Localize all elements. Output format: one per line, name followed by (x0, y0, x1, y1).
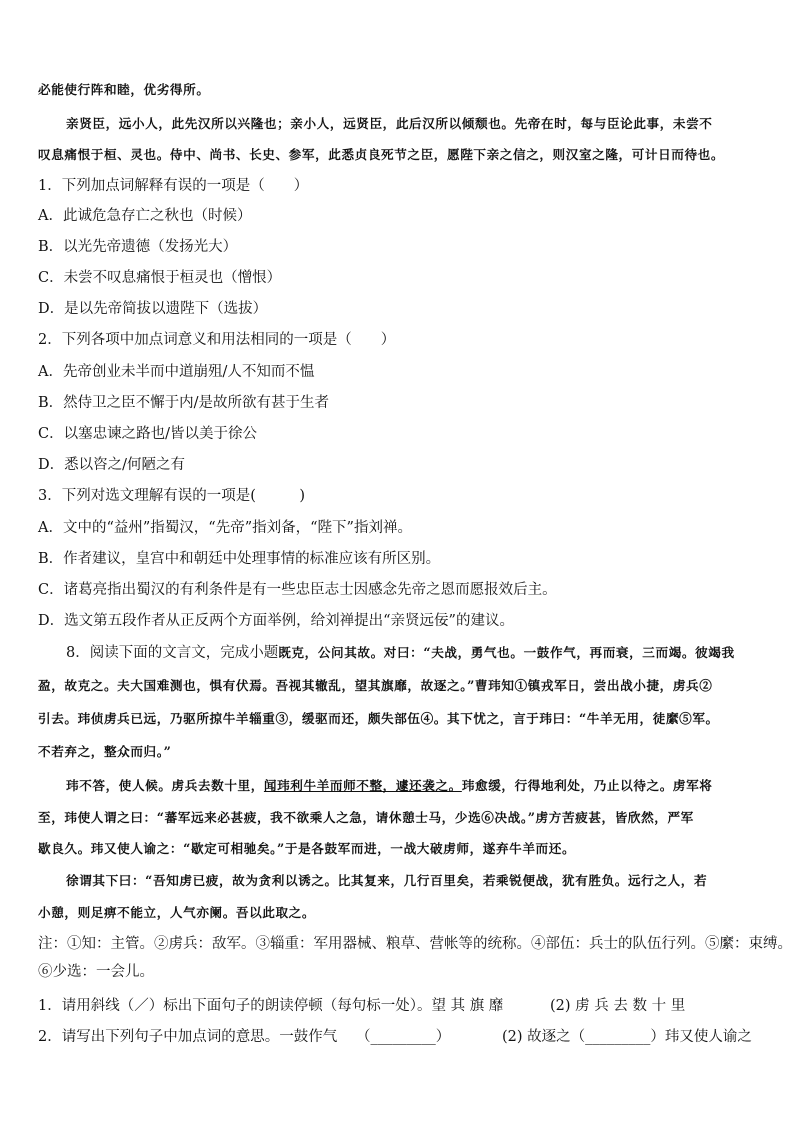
subquestion-1 (38, 996, 764, 1016)
q2-option-b: B．然侍卫之臣不懈于内/是故所欲有甚于生者 (38, 395, 330, 411)
passage2-line-4: 不若弃之，整众而归。” (38, 744, 172, 759)
passage2-line-2: 盈，故克之。夫大国难测也，惧有伏焉。吾视其辙乱，望其旗靡，故逐之。”曹玮知①镇戎军日，尝出战小捷，虏兵② (38, 678, 713, 693)
q2-option-d: D．悉以咨之/何陋之有 (38, 457, 186, 473)
q1-option-b: B．以光先帝遗德（发扬光大） (38, 239, 238, 255)
q3-option-d: D．选文第五段作者从正反两个方面举例，给刘禅提出“亲贤远佞”的建议。 (38, 613, 514, 629)
passage2-line-7: 歇良久。玮又使人谕之：“歇定可相驰矣。”于是各鼓军而进，一战大破虏师，遂弃牛羊而还。 (38, 841, 576, 856)
passage2-text: 既克，公问其故。对曰：“夫战，勇气也。一鼓作气，再而衰，三而竭。彼竭我 (278, 645, 735, 660)
subquestion-2-part-2: (2) 故逐之（_________）玮又使人谕之 (502, 1029, 752, 1045)
passage2-text: 玮不答，使人候。虏兵去数十里， (66, 778, 264, 793)
passage2-line-5 (66, 776, 764, 796)
notes-line-1: 注：①知：主管。②虏兵：敌军。③辎重：军用器械、粮草、营帐等的统称。④部伍：兵士的队伍行列。⑤縻：束缚。 (38, 936, 792, 952)
notes-line-2: ⑥少选：一会儿。 (38, 964, 154, 980)
q2-stem: 2．下列各项中加点词意义和用法相同的一项是（ ） (38, 332, 396, 348)
q3-option-c: C．诸葛亮指出蜀汉的有利条件是有一些忠臣志士因感念先帝之恩而愿报效后主。 (38, 582, 557, 598)
q1-stem: 1．下列加点词解释有误的一项是（ ） (38, 178, 309, 194)
q2-option-c: C．以塞忠谏之路也/皆以美于徐公 (38, 426, 257, 442)
section-8-intro: 8．阅读下面的文言文，完成小题 (66, 645, 279, 661)
underlined-sentence: 闻玮利牛羊而师不整，遽还袭之。 (263, 778, 462, 793)
passage2-line-3: 引去。玮侦虏兵已远，乃驱所掠牛羊辎重③，缓驱而还，颇失部伍④。其下忧之，言于玮曰：“牛羊无用，徒縻⑤军。 (38, 711, 719, 726)
q3-option-a: A．文中的“益州”指蜀汉，“先帝”指刘备，“陛下”指刘禅。 (38, 520, 412, 536)
passage1-line-2: 亲贤臣，远小人，此先汉所以兴隆也；亲小人，远贤臣，此后汉所以倾颓也。先帝在时，每与臣论此事，未尝不 (66, 116, 713, 131)
passage2-text: 玮愈缓，行得地利处，乃止以待之。虏军将 (461, 778, 713, 793)
passage1-line-3: 叹息痛恨于桓、灵也。侍中、尚书、长史、参军，此悉贞良死节之臣，愿陛下亲之信之，则汉室之隆，可计日而待也。 (38, 147, 725, 162)
q3-option-b: B．作者建议，皇宫中和朝廷中处理事情的标准应该有所区别。 (38, 551, 441, 567)
subquestion-2-text: 2．请写出下列句子中加点词的意思。一鼓作气 (38, 1029, 338, 1045)
passage2-line-9: 小憩，则足痹不能立，人气亦阑。吾以此取之。 (38, 905, 316, 920)
subquestion-2 (38, 1027, 764, 1047)
passage2-line-1 (66, 643, 764, 663)
q1-option-d: D．是以先帝简拔以遗陛下（选拔） (38, 301, 268, 317)
q1-option-c: C．未尝不叹息痛恨于桓灵也（憎恨） (38, 270, 282, 286)
q1-option-a: A．此诚危急存亡之秋也（时候） (38, 208, 252, 224)
passage2-line-8: 徐谓其下曰：“吾知虏已疲，故为贪利以诱之。比其复来，几行百里矣，若乘锐便战，犹有胜负。远行之人，若 (66, 873, 708, 888)
q3-stem: 3．下列对选文理解有误的一项是( ) (38, 488, 306, 504)
answer-blank-1[interactable]: （_________） (356, 1029, 451, 1045)
subquestion-1-text: 1．请用斜线（／）标出下面句子的朗读停顿（每句标一处）。望 其 旗 靡 (38, 998, 504, 1014)
passage1-line-1: 必能使行阵和睦，优劣得所。 (38, 82, 210, 97)
q2-option-a: A．先帝创业未半而中道崩殂/人不知而不愠 (38, 364, 315, 380)
subquestion-1-part-2: (2) 虏 兵 去 数 十 里 (550, 998, 686, 1014)
passage2-line-6: 至，玮使人谓之曰：“蕃军远来必甚疲，我不欲乘人之急，请休憩士马，少选⑥决战。”虏方苦疲甚，皆欣然，严军 (38, 810, 694, 825)
